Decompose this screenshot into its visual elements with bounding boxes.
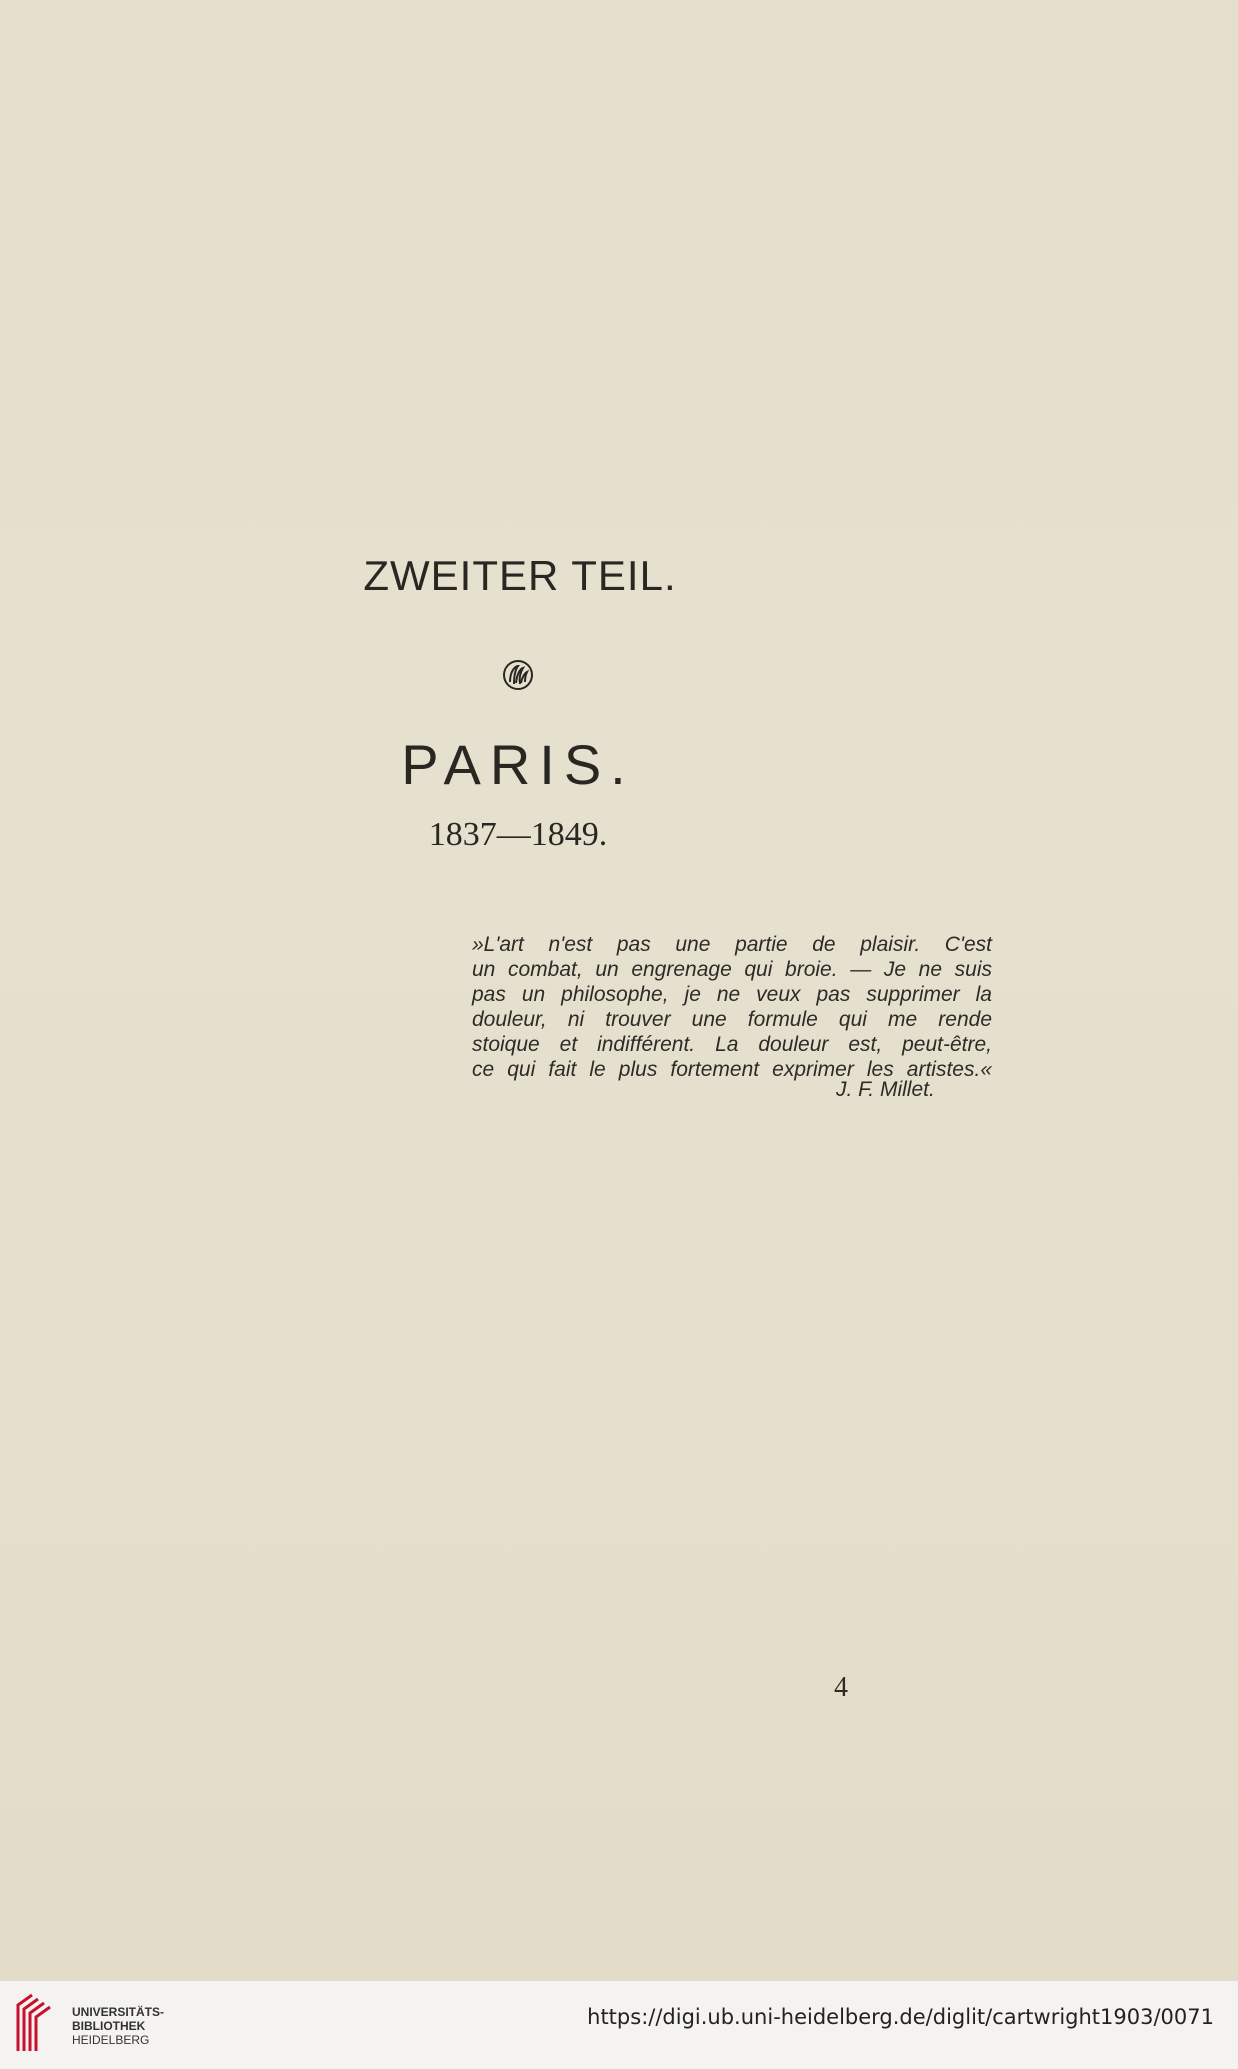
library-logo-icon[interactable] xyxy=(12,1991,62,2055)
quote-line: ce qui fait le plus fortement exprimer les artistes.« xyxy=(472,1058,992,1081)
date-range: 1837—1849. xyxy=(428,816,608,853)
quote-line: stoique et indifférent. La douleur est, peut-être, xyxy=(472,1033,992,1056)
footer-bar xyxy=(0,1980,1238,2069)
page-number: 4 xyxy=(834,1672,848,1703)
library-name-line: HEIDELBERG xyxy=(72,2033,150,2047)
quote-line: pas un philosophe, je ne veux pas supprimer la xyxy=(472,983,992,1006)
quote-line: douleur, ni trouver une formule qui me rende xyxy=(472,1008,992,1031)
city-title: PARIS. xyxy=(401,733,635,796)
quote-line: un combat, un engrenage qui broie. — Je ne suis xyxy=(472,958,992,981)
epigraph-quote xyxy=(472,932,992,1082)
library-name-line: BIBLIOTHEK xyxy=(72,2019,146,2033)
library-name xyxy=(72,2005,164,2047)
library-name-line: UNIVERSITÄTS- xyxy=(72,2005,165,2019)
quote-line: »L'art n'est pas une partie de plaisir. C'est xyxy=(472,933,992,956)
permalink-url[interactable]: https://digi.ub.uni-heidelberg.de/diglit/cartwright1903/0071 xyxy=(587,2005,1214,2029)
quote-author: J. F. Millet. xyxy=(836,1078,935,1101)
part-title: ZWEITER TEIL. xyxy=(363,552,677,599)
flourish-ornament-icon xyxy=(501,658,535,692)
